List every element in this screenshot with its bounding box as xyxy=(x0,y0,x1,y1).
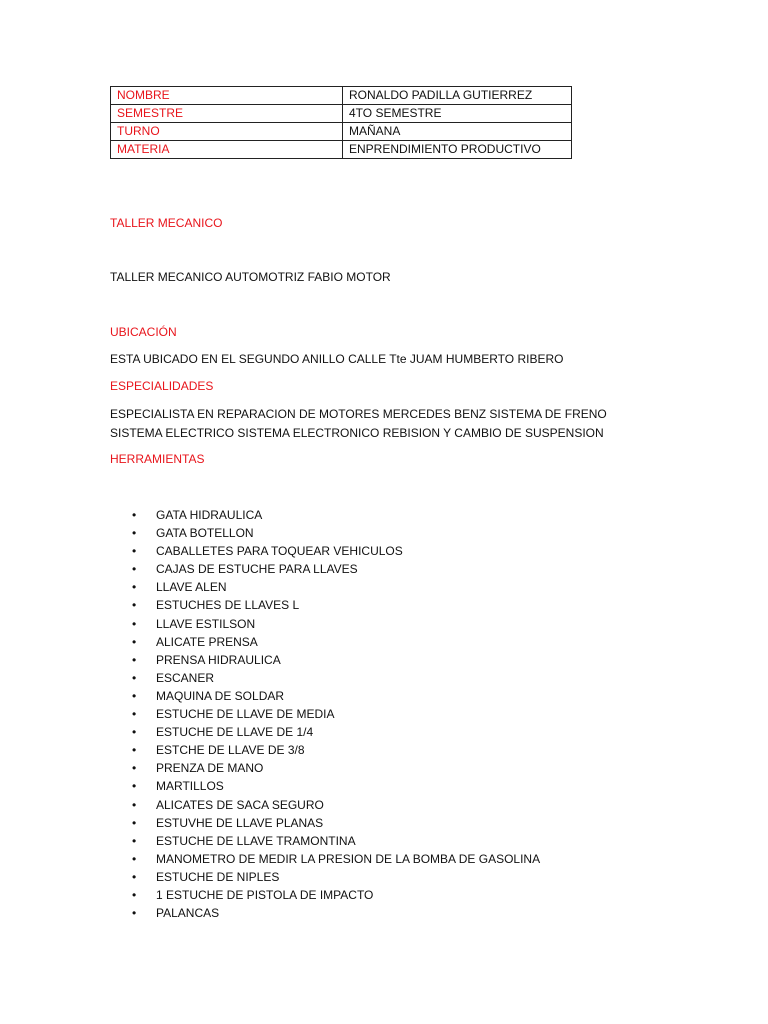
table-row xyxy=(111,105,572,123)
bullet-icon: • xyxy=(132,707,137,722)
bullet-icon: • xyxy=(132,815,137,830)
list-item-text: LLAVE ESTILSON xyxy=(156,616,256,631)
bullet-icon: • xyxy=(132,725,137,740)
list-item xyxy=(110,651,540,669)
bullet-icon: • xyxy=(132,634,137,649)
bullet-icon: • xyxy=(132,616,137,631)
list-item xyxy=(110,741,540,759)
row-label: MATERIA xyxy=(111,141,343,159)
list-item xyxy=(110,705,540,723)
bullet-icon: • xyxy=(132,779,137,794)
list-item xyxy=(110,723,540,741)
taller-name: TALLER MECANICO AUTOMOTRIZ FABIO MOTOR xyxy=(110,270,391,284)
row-value: MAÑANA xyxy=(343,123,572,141)
list-item xyxy=(110,777,540,795)
list-item-text: ALICATE PRENSA xyxy=(156,634,258,649)
list-item xyxy=(110,615,540,633)
list-item xyxy=(110,506,540,524)
list-item xyxy=(110,868,540,886)
row-label: NOMBRE xyxy=(111,87,343,105)
list-item-text: ESTUCHE DE LLAVE TRAMONTINA xyxy=(156,833,356,848)
bullet-icon: • xyxy=(132,508,137,522)
list-item-text: CABALLETES PARA TOQUEAR VEHICULOS xyxy=(156,544,403,559)
list-item xyxy=(110,578,540,596)
list-item xyxy=(110,886,540,904)
bullet-icon: • xyxy=(132,544,137,559)
list-item xyxy=(110,542,540,560)
list-item xyxy=(110,904,540,922)
bullet-icon: • xyxy=(132,562,137,577)
bullet-icon: • xyxy=(132,761,137,776)
list-item-text: MARTILLOS xyxy=(156,779,224,794)
bullet-icon: • xyxy=(132,598,137,613)
table-row xyxy=(111,123,572,141)
table-row xyxy=(111,141,572,159)
list-item-text: MAQUINA DE SOLDAR xyxy=(156,688,285,703)
row-label: TURNO xyxy=(111,123,343,141)
list-item-text: ESCANER xyxy=(156,670,215,685)
list-item-text: ESTCHE DE LLAVE DE 3/8 xyxy=(156,743,305,758)
bullet-icon: • xyxy=(132,869,137,884)
herramientas-list xyxy=(110,506,540,922)
list-item-text: GATA BOTELLON xyxy=(156,526,254,541)
list-item xyxy=(110,687,540,705)
bullet-icon: • xyxy=(132,526,137,541)
list-item xyxy=(110,669,540,687)
row-value: RONALDO PADILLA GUTIERREZ xyxy=(343,87,572,105)
list-item-text: CAJAS DE ESTUCHE PARA LLAVES xyxy=(156,562,358,577)
list-item xyxy=(110,850,540,868)
list-item xyxy=(110,759,540,777)
bullet-icon: • xyxy=(132,652,137,667)
list-item-text: ALICATES DE SACA SEGURO xyxy=(156,797,324,812)
heading-ubicacion: UBICACIÓN xyxy=(110,325,177,339)
list-item xyxy=(110,633,540,651)
list-item xyxy=(110,832,540,850)
list-item xyxy=(110,524,540,542)
list-item xyxy=(110,596,540,614)
list-item-text: ESTUCHES DE LLAVES L xyxy=(156,598,300,613)
list-item-text: GATA HIDRAULICA xyxy=(156,508,263,522)
row-value: 4TO SEMESTRE xyxy=(343,105,572,123)
list-item-text: ESTUCHE DE NIPLES xyxy=(156,869,280,884)
student-info-table xyxy=(110,86,572,159)
bullet-icon: • xyxy=(132,833,137,848)
list-item-text: LLAVE ALEN xyxy=(156,580,227,595)
list-item xyxy=(110,796,540,814)
bullet-icon: • xyxy=(132,887,137,902)
list-item-text: PRENZA DE MANO xyxy=(156,761,264,776)
list-item xyxy=(110,814,540,832)
especialidades-text: ESPECIALISTA EN REPARACION DE MOTORES MERCEDES BENZ SISTEMA DE FRENO SISTEMA ELECTRICO SISTEMA ELECTRONICO REBISION Y CAMBIO DE SUSPENSION xyxy=(110,407,607,440)
bullet-icon: • xyxy=(132,906,137,921)
bullet-icon: • xyxy=(132,688,137,703)
list-item-text: MANOMETRO DE MEDIR LA PRESION DE LA BOMBA DE GASOLINA xyxy=(156,851,541,866)
list-item xyxy=(110,560,540,578)
list-item-text: PALANCAS xyxy=(156,906,220,921)
list-item-text: ESTUCHE DE LLAVE DE 1/4 xyxy=(156,725,314,740)
heading-taller: TALLER MECANICO xyxy=(110,216,223,230)
bullet-icon: • xyxy=(132,743,137,758)
list-item-text: ESTUVHE DE LLAVE PLANAS xyxy=(156,815,324,830)
bullet-icon: • xyxy=(132,851,137,866)
bullet-icon: • xyxy=(132,580,137,595)
bullet-icon: • xyxy=(132,797,137,812)
ubicacion-text: ESTA UBICADO EN EL SEGUNDO ANILLO CALLE Tte JUAM HUMBERTO RIBERO xyxy=(110,352,564,366)
bullet-icon: • xyxy=(132,670,137,685)
row-label: SEMESTRE xyxy=(111,105,343,123)
heading-especialidades: ESPECIALIDADES xyxy=(110,379,214,393)
list-item-text: ESTUCHE DE LLAVE DE MEDIA xyxy=(156,707,335,722)
list-item-text: 1 ESTUCHE DE PISTOLA DE IMPACTO xyxy=(156,887,374,902)
table-row xyxy=(111,87,572,105)
heading-herramientas: HERRAMIENTAS xyxy=(110,452,205,466)
list-item-text: PRENSA HIDRAULICA xyxy=(156,652,281,667)
row-value: ENPRENDIMIENTO PRODUCTIVO xyxy=(343,141,572,159)
